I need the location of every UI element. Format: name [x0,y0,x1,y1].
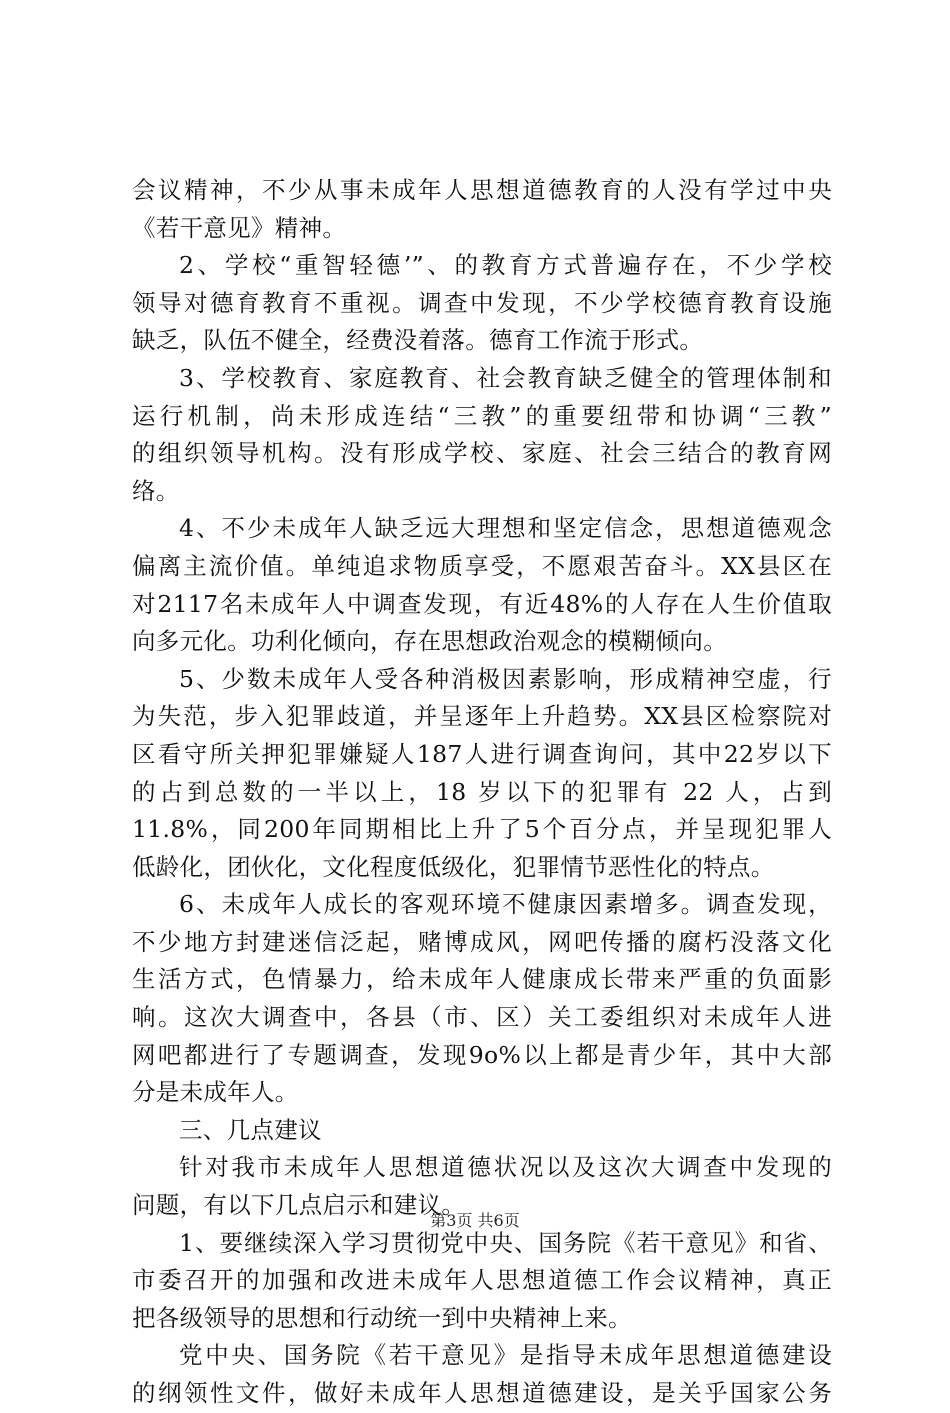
text-line: 问题，有以下几点启示和建议。 [132,1191,466,1220]
text-line: 偏离主流价值。单纯追求物质享受，不愿艰苦奋斗。XX县区在 [132,551,832,580]
text-line: 3、学校教育、家庭教育、社会教育缺乏健全的管理体制和 [179,363,832,392]
text-line: 市委召开的加强和改进未成年人思想道德工作会议精神，真正 [132,1266,832,1295]
text-line: 缺乏，队伍不健全，经费没着落。德育工作流于形式。 [132,326,704,355]
text-line: 响。这次大调查中，各县（市、区）关工委组织对未成年人进 [132,1003,832,1032]
text-line: 4、不少未成年人缺乏远大理想和坚定信念，思想道德观念 [179,514,832,543]
text-line: 领导对德育教育不重视。调查中发现，不少学校德育教育设施 [132,288,832,317]
text-line: 会议精神，不少从事未成年人思想道德教育的人没有学过中央 [132,176,832,204]
text-line: 的组织领导机构。没有形成学校、家庭、社会三结合的教育网 [132,439,832,468]
text-line: 络。 [132,476,180,505]
text-line: 把各级领导的思想和行动统一到中央精神上来。 [132,1303,632,1332]
text-line: 的纲领性文件，做好未成年人思想道德建设，是关乎国家公务 [132,1379,832,1407]
text-line: 针对我市未成年人思想道德状况以及这次大调查中发现的 [179,1153,832,1182]
text-line: 向多元化。功利化倾向，存在思想政治观念的模糊倾向。 [132,627,727,656]
text-line: 6、未成年人成长的客观环境不健康因素增多。调查发现， [179,890,832,919]
text-line: 运行机制，尚未形成连结“三教”的重要纽带和协调“三教” [132,401,832,430]
text-line: 为失范，步入犯罪歧道，并呈逐年上升趋势。XX县区检察院对 [132,702,832,731]
text-line: 党中央、国务院《若干意见》是指导未成年思想道德建设 [179,1341,832,1370]
text-line: 生活方式，色情暴力，给未成年人健康成长带来严重的负面影 [132,965,832,994]
text-line: 1、要继续深入学习贯彻党中央、国务院《若干意见》和省、 [179,1228,832,1257]
text-line: 三、几点建议 [179,1115,322,1144]
text-line: 对2117名未成年人中调查发现，有近48%的人存在人生价值取 [132,589,832,618]
text-line: 区看守所关押犯罪嫌疑人187人进行调查询问，其中22岁以下 [132,739,832,768]
text-line: 2、学校“重智轻德’”、的教育方式普遍存在，不少学校 [179,251,832,280]
text-line: 11.8%，同200年同期相比上升了5个百分点，并呈现犯罪人 [132,815,832,844]
text-line: 《若干意见》精神。 [132,213,347,242]
page-footer: 第3页 共6页 [430,1211,520,1230]
text-line: 的占到总数的一半以上，18 岁以下的犯罪有 22 人，占到 [132,777,832,806]
text-line: 网吧都进行了专题调查，发现9o%以上都是青少年，其中大部 [132,1040,832,1069]
text-line: 5、少数未成年人受各种消极因素影响，形成精神空虚，行 [179,664,832,693]
text-line: 分是未成年人。 [132,1078,299,1107]
text-line: 不少地方封建迷信泛起，赌博成风，网吧传播的腐朽没落文化 [132,927,832,956]
text-line: 低龄化，团伙化，文化程度低级化，犯罪情节恶性化的特点。 [132,852,775,881]
